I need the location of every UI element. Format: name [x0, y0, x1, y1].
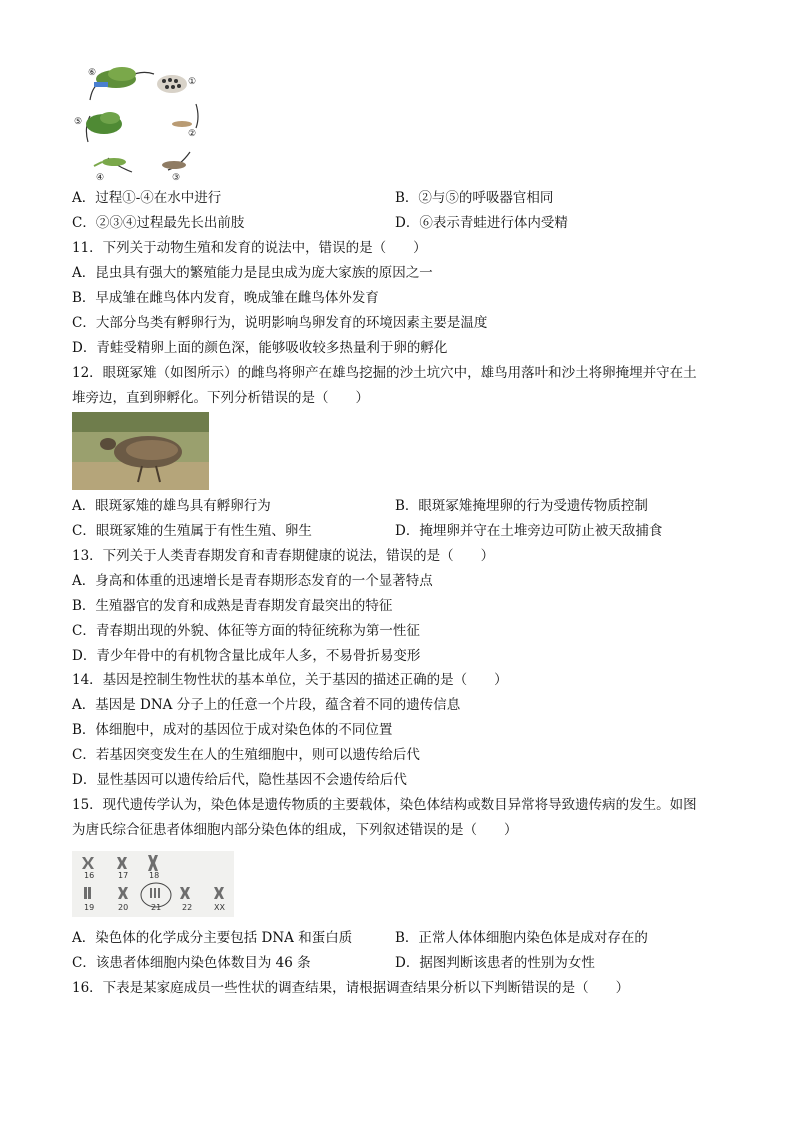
q12-option-a: A．眼斑冢雉的雄鸟具有孵卵行为	[72, 498, 271, 514]
q13-stem: 13．下列关于人类青春期发育和青春期健康的说法，错误的是（ ）	[72, 548, 495, 564]
q13-option-d: D．青少年骨中的有机物含量比成年人多，不易骨折易变形	[72, 648, 421, 664]
tadpole-image	[162, 161, 186, 169]
froglet-image	[94, 158, 126, 166]
q12-option-b: B．眼斑冢雉掩埋卵的行为受遗传物质控制	[395, 498, 648, 514]
chromosome-label-xx: XX	[214, 903, 225, 912]
chromosome-label-16: 16	[84, 871, 95, 880]
q10-option-c: C．②③④过程最先长出前肢	[72, 215, 245, 231]
q14-option-d: D．显性基因可以遗传给后代，隐性基因不会遗传给后代	[72, 772, 407, 788]
q14-option-c: C．若基因突变发生在人的生殖细胞中，则可以遗传给后代	[72, 747, 420, 763]
q15-option-d: D．据图判断该患者的性别为女性	[395, 955, 595, 971]
malleefowl-bird-photo	[72, 412, 209, 490]
chromosome-label-18: 18	[149, 871, 160, 880]
adult-frog-image	[86, 112, 122, 134]
q12-option-c: C．眼斑冢雉的生殖属于有性生殖、卵生	[72, 523, 312, 539]
q14-option-b: B．体细胞中，成对的基因位于成对染色体的不同位置	[72, 722, 393, 738]
egg-mass-image	[157, 75, 187, 93]
chromosome-label-17: 17	[118, 871, 129, 880]
q12-option-d: D．掩埋卵并守在土堆旁边可防止被天敌捕食	[395, 523, 663, 539]
frog-pair-image	[94, 67, 136, 88]
q15-option-b: B．正常人体体细胞内染色体是成对存在的	[395, 930, 648, 946]
stage-label-6: ⑥	[88, 68, 97, 78]
q15-option-c: C．该患者体细胞内染色体数目为 46 条	[72, 955, 311, 971]
frog-life-cycle-figure	[72, 62, 212, 184]
chromosome-label-21: 21	[151, 903, 162, 912]
q15-stem-line1: 15．现代遗传学认为，染色体是遗传物质的主要载体，染色体结构或数目异常将导致遗传病的发生。如图	[72, 797, 697, 813]
karyotype-figure	[72, 851, 234, 917]
q16-stem: 16．下表是某家庭成员一些性状的调查结果，请根据调查结果分析以下判断错误的是（ ）	[72, 980, 630, 996]
chromosome-label-22: 22	[182, 903, 193, 912]
stage-label-1: ①	[188, 77, 197, 87]
q15-stem-line2: 为唐氏综合征患者体细胞内部分染色体的组成，下列叙述错误的是（ ）	[72, 822, 518, 838]
q14-stem: 14．基因是控制生物性状的基本单位，关于基因的描述正确的是（ ）	[72, 672, 508, 688]
stage-label-4: ④	[96, 173, 105, 183]
q11-option-c: C．大部分鸟类有孵卵行为，说明影响鸟卵发育的环境因素主要是温度	[72, 315, 488, 331]
chromosome-label-20: 20	[118, 903, 129, 912]
early-tadpole-image	[172, 121, 192, 127]
q13-option-c: C．青春期出现的外貌、体征等方面的特征统称为第一性征	[72, 623, 420, 639]
q12-stem-line2: 堆旁边，直到卵孵化。下列分析错误的是（ ）	[72, 390, 369, 406]
q15-option-a: A．染色体的化学成分主要包括 DNA 和蛋白质	[72, 930, 353, 946]
q14-option-a: A．基因是 DNA 分子上的任意一个片段，蕴含着不同的遗传信息	[72, 697, 461, 713]
stage-label-2: ②	[188, 129, 197, 139]
q11-option-b: B．早成雏在雌鸟体内发育，晚成雏在雌鸟体外发育	[72, 290, 379, 306]
q11-option-d: D．青蛙受精卵上面的颜色深，能够吸收较多热量利于卵的孵化	[72, 340, 448, 356]
chromosome-label-19: 19	[84, 903, 95, 912]
q13-option-b: B．生殖器官的发育和成熟是青春期发育最突出的特征	[72, 598, 393, 614]
q12-stem-line1: 12．眼斑冢雉（如图所示）的雌鸟将卵产在雄鸟挖掘的沙土坑穴中，雄鸟用落叶和沙土将卵掩埋并守在土	[72, 365, 697, 381]
q10-option-a: A．过程①-④在水中进行	[72, 190, 222, 206]
q13-option-a: A．身高和体重的迅速增长是青春期形态发育的一个显著特点	[72, 573, 433, 589]
q11-stem: 11．下列关于动物生殖和发育的说法中，错误的是（ ）	[72, 240, 427, 256]
stage-label-5: ⑤	[74, 117, 83, 127]
stage-label-3: ③	[172, 173, 181, 183]
q10-option-d: D．⑥表示青蛙进行体内受精	[395, 215, 568, 231]
q11-option-a: A．昆虫具有强大的繁殖能力是昆虫成为庞大家族的原因之一	[72, 265, 433, 281]
q10-option-b: B．②与⑤的呼吸器官相同	[395, 190, 554, 206]
